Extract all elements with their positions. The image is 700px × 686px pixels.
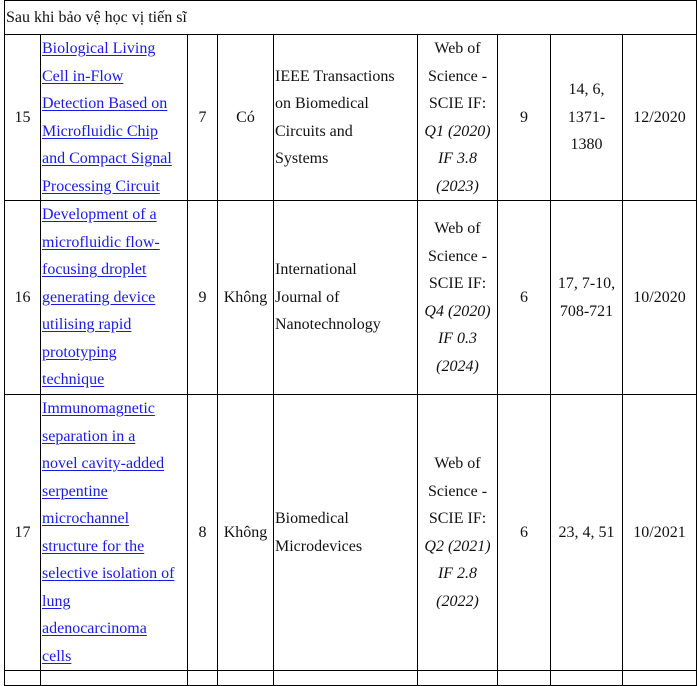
cell-partial — [188, 671, 218, 686]
citation-count: 6 — [498, 395, 551, 671]
cell-partial — [498, 671, 551, 686]
paper-title[interactable] — [41, 395, 188, 671]
cell-partial — [41, 671, 188, 686]
paper-title-link[interactable]: Biological Living Cell in-Flow Detection Based on Microfluidic Chip and Compact Signal Processing Circuit — [42, 40, 172, 195]
cell-partial — [218, 671, 274, 686]
author-count: 8 — [188, 395, 218, 671]
corresponding-author: Có — [218, 35, 274, 201]
row-number: 17 — [5, 395, 41, 671]
citation-count: 6 — [498, 201, 551, 395]
publication-date: 10/2020 — [623, 201, 697, 395]
table-row-partial — [5, 671, 697, 686]
paper-title-link[interactable]: Immunomagnetic separation in a novel cavity-added serpentine microchannel structure for the selective isolation of lung adenocarcinoma cells — [42, 400, 175, 665]
row-number: 15 — [5, 35, 41, 201]
publications-table — [4, 0, 697, 686]
cell-partial — [5, 671, 41, 686]
index-info: Web of Science - SCIE IF: Q2 (2021) IF 2.8 (2022) — [418, 395, 498, 671]
section-header-row — [5, 1, 697, 35]
author-count: 9 — [188, 201, 218, 395]
volume-issue-pages: 23, 4, 51 — [551, 395, 623, 671]
table-row — [5, 395, 697, 671]
paper-title[interactable] — [41, 35, 188, 201]
section-title: Sau khi bảo vệ học vị tiến sĩ — [5, 1, 697, 35]
journal-name: International Journal of Nanotechnology — [274, 201, 418, 395]
cell-partial — [418, 671, 498, 686]
volume-issue-pages: 14, 6, 1371- 1380 — [551, 35, 623, 201]
journal-name: IEEE Transactions on Biomedical Circuits and Systems — [274, 35, 418, 201]
index-info: Web of Science - SCIE IF: Q1 (2020) IF 3.8 (2023) — [418, 35, 498, 201]
corresponding-author: Không — [218, 201, 274, 395]
index-info: Web of Science - SCIE IF: Q4 (2020) IF 0.3 (2024) — [418, 201, 498, 395]
cell-partial — [551, 671, 623, 686]
cell-partial — [623, 671, 697, 686]
table-row — [5, 201, 697, 395]
table-row — [5, 35, 697, 201]
publication-date: 10/2021 — [623, 395, 697, 671]
corresponding-author: Không — [218, 395, 274, 671]
cell-partial — [274, 671, 418, 686]
citation-count: 9 — [498, 35, 551, 201]
row-number: 16 — [5, 201, 41, 395]
paper-title-link[interactable]: Development of a microfluidic flow- focusing droplet generating device utilising rapid prototyping technique — [42, 206, 160, 389]
author-count: 7 — [188, 35, 218, 201]
journal-name: Biomedical Microdevices — [274, 395, 418, 671]
publication-date: 12/2020 — [623, 35, 697, 201]
volume-issue-pages: 17, 7-10, 708-721 — [551, 201, 623, 395]
paper-title[interactable] — [41, 201, 188, 395]
